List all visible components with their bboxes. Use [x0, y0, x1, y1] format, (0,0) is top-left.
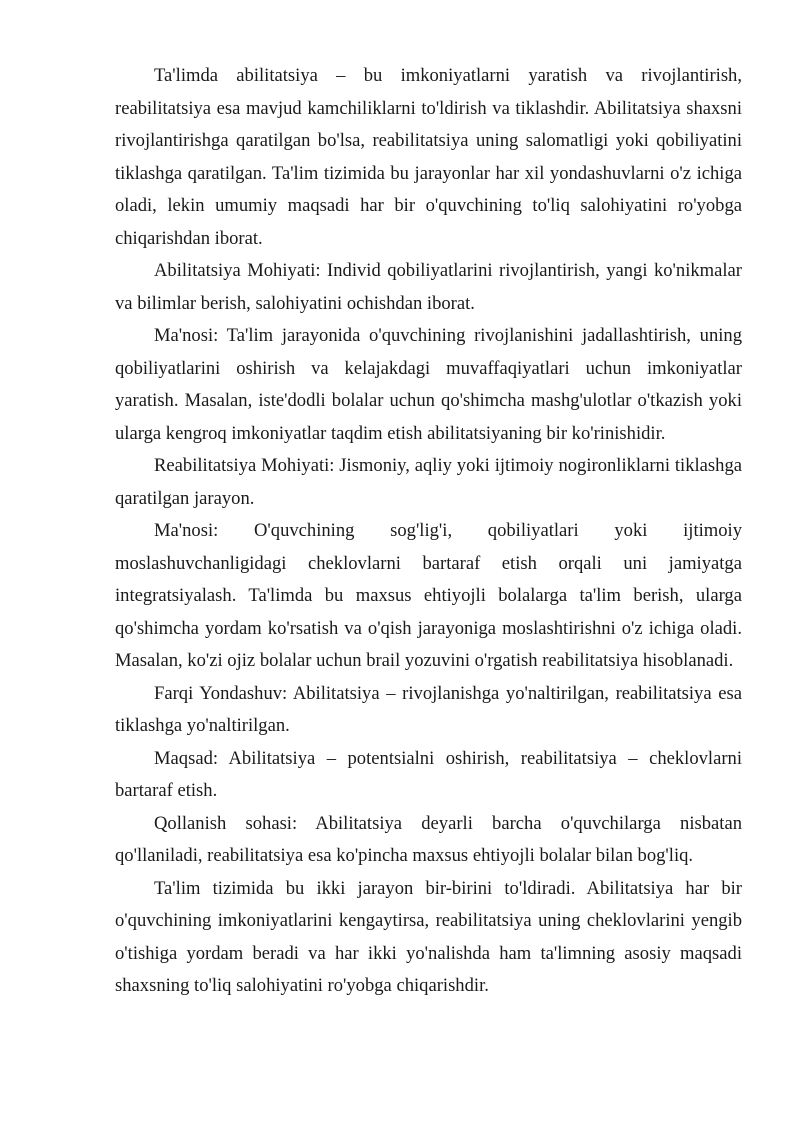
paragraph-farqi-yondashuv: Farqi Yondashuv: Abilitatsiya – rivojlanishga yo'naltirilgan, reabilitatsiya esa tiklashga yo'naltirilgan.: [115, 682, 742, 736]
paragraph-abilitatsiya-mohiyati: Abilitatsiya Mohiyati: Individ qobiliyatlarini rivojlantirish, yangi ko'nikmalar va bilimlar berish, salohiyatini ochishdan iborat.: [115, 260, 742, 314]
paragraph-intro: Ta'limda abilitatsiya – bu imkoniyatlarni yaratish va rivojlantirish, reabilitatsiya esa mavjud kamchiliklarni to'ldirish va tiklashdir. Abilitatsiya shaxsni rivojlantirishga qaratilgan bo'lsa, reabilitatsiya uning salomatligi yoki qobiliyatini tiklashga qaratilgan. Ta'lim tizimida bu jarayonlar har xil yondashuvlarni o'z ichiga oladi, lekin umumiy maqsadi har bir o'quvchining to'liq salohiyatini ro'yobga chiqarishdan iborat.: [115, 65, 742, 249]
paragraph-reabilitatsiya-manosi: Ma'nosi: O'quvchining sog'lig'i, qobiliyatlari yoki ijtimoiy moslashuvchanligidagi cheklovlarni bartaraf etish orqali uni jamiyatga integratsiyalash. Ta'limda bu maxsus ehtiyojli bolalarga ta'lim berish, ularga qo'shimcha yordam ko'rsatish va o'qish jarayoniga moslashtirishni o'z ichiga oladi. Masalan, ko'zi ojiz bolalar uchun brail yozuvini o'rgatish reabilitatsiya hisoblanadi.: [115, 520, 742, 671]
paragraph-abilitatsiya-manosi: Ma'nosi: Ta'lim jarayonida o'quvchining rivojlanishini jadallashtirish, uning qobiliyatlarini oshirish va kelajakdagi muvaffaqiyatlari uchun imkoniyatlar yaratish. Masalan, iste'dodli bolalar uchun qo'shimcha mashg'ulotlar o'tkazish yoki ularga kengroq imkoniyatlar taqdim etish abilitatsiyaning bir ko'rinishidir.: [115, 325, 742, 444]
paragraph-maqsad: Maqsad: Abilitatsiya – potentsialni oshirish, reabilitatsiya – cheklovlarni bartaraf etish.: [115, 747, 742, 801]
paragraph-qollanish-sohasi: Qollanish sohasi: Abilitatsiya deyarli barcha o'quvchilarga nisbatan qo'llaniladi, reabilitatsiya esa ko'pincha maxsus ehtiyojli bolalar bilan bog'liq.: [115, 812, 742, 866]
paragraph-reabilitatsiya-mohiyati: Reabilitatsiya Mohiyati: Jismoniy, aqliy yoki ijtimoiy nogironliklarni tiklashga qaratilgan jarayon.: [115, 455, 742, 509]
paragraph-conclusion: Ta'lim tizimida bu ikki jarayon bir-birini to'ldiradi. Abilitatsiya har bir o'quvchining imkoniyatlarini kengaytirsa, reabilitatsiya uning cheklovlarini yengib o'tishiga yordam beradi va har ikki yo'nalishda ham ta'limning asosiy maqsadi shaxsning to'liq salohiyatini ro'yobga chiqarishdir.: [115, 877, 742, 996]
